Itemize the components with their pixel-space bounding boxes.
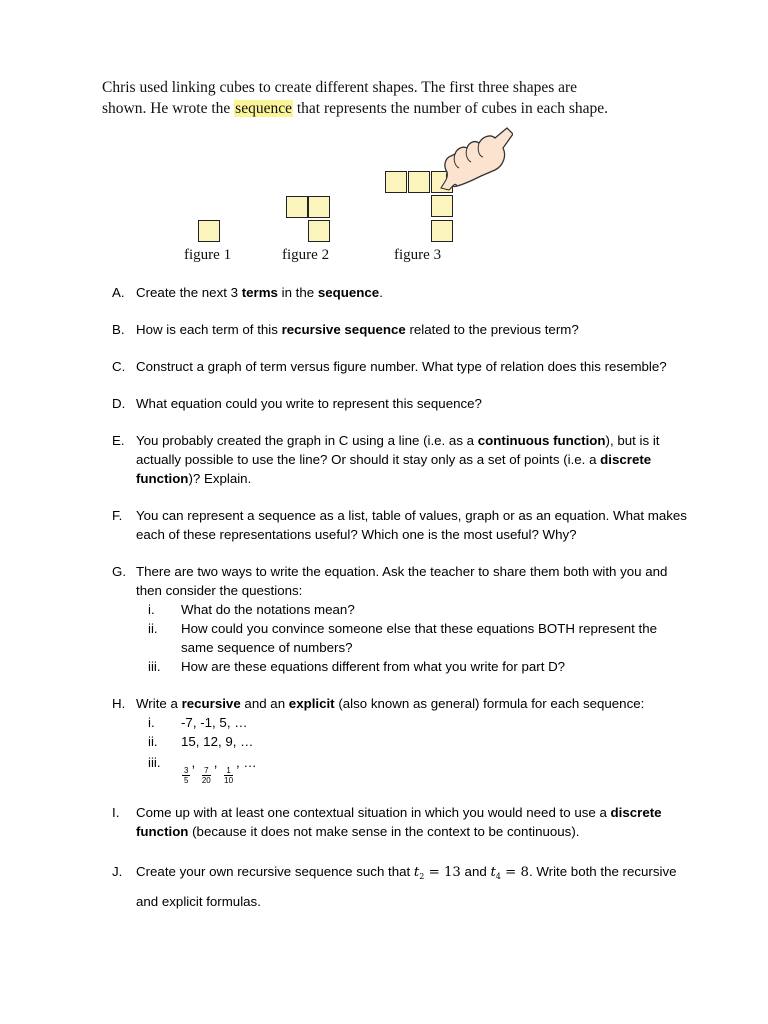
question-marker: F.	[112, 508, 123, 523]
question-text: Create the next 3	[136, 285, 242, 300]
bold-term: discrete function	[136, 452, 652, 486]
question-f	[112, 506, 692, 544]
question-h	[112, 694, 692, 785]
question-text: What equation could you write to represent this sequence?	[136, 396, 482, 411]
question-text: . Write both the recursive and explicit formulas.	[136, 864, 677, 909]
question-g	[112, 562, 692, 676]
cube	[408, 171, 430, 193]
math-variable: t	[490, 865, 496, 880]
sub-marker: i.	[148, 602, 155, 617]
question-marker: B.	[112, 322, 125, 337]
question-text: Write a	[136, 696, 182, 711]
question-text: and	[460, 864, 491, 879]
sub-question-list	[136, 713, 692, 785]
figure-1-label: figure 1	[184, 247, 232, 263]
question-marker: G.	[112, 564, 127, 579]
question-marker: D.	[112, 396, 126, 411]
fraction-numerator: 7	[204, 766, 209, 775]
sub-question	[136, 619, 692, 657]
intro-text-2: that represents the number of cubes in each shape.	[292, 100, 609, 117]
question-text: (because it does not make sense in the context to be continuous).	[188, 824, 580, 839]
sub-marker: iii.	[148, 755, 161, 770]
math-subscript: 4	[495, 872, 501, 881]
fraction-numerator: 1	[226, 766, 231, 775]
cube	[198, 220, 220, 242]
question-text: How is each term of this	[136, 322, 282, 337]
bold-term: continuous function	[477, 433, 606, 448]
math-value: = 13	[424, 865, 461, 880]
question-text: You can represent a sequence as a list, table of values, graph or as an equation. What makes each of these representations useful? Which one is the most useful? Why?	[136, 508, 687, 542]
cube	[431, 195, 453, 217]
cube	[308, 220, 330, 242]
question-b	[112, 320, 692, 339]
sub-question	[136, 600, 692, 619]
fraction	[200, 766, 213, 785]
question-text: .	[379, 285, 383, 300]
sequence-tail: , …	[236, 755, 257, 770]
question-c	[112, 357, 692, 376]
cube-figures	[175, 130, 475, 270]
cube	[286, 196, 308, 218]
math-subscript: 2	[419, 872, 425, 881]
fraction-denominator: 10	[224, 776, 234, 785]
fraction-denominator: 20	[201, 776, 211, 785]
bold-term: terms	[241, 285, 278, 300]
question-marker: A.	[112, 285, 125, 300]
question-marker: C.	[112, 359, 126, 374]
sub-marker: iii.	[148, 659, 161, 674]
question-text: in the	[277, 285, 318, 300]
question-text: related to the previous term?	[405, 322, 579, 337]
cube	[431, 220, 453, 242]
question-text: and an	[240, 696, 289, 711]
question-text: (also known as general) formula for each sequence:	[334, 696, 645, 711]
bold-term: explicit	[288, 696, 335, 711]
sequence-text: 15, 12, 9, …	[181, 734, 254, 749]
bold-term: sequence	[317, 285, 380, 300]
hand-illustration	[437, 126, 513, 198]
question-text: Come up with at least one contextual situation in which you would need to use a	[136, 805, 611, 820]
question-text: ), but is it actually possible to use the line? Or should it stay only as a set of points (i.e. a	[136, 433, 660, 467]
question-text: Create your own recursive sequence such that	[136, 864, 414, 879]
question-marker: J.	[112, 864, 123, 879]
question-e	[112, 431, 692, 488]
math-expression	[490, 865, 529, 880]
sub-marker: i.	[148, 715, 155, 730]
sub-question: iii. $\frac{3}{5}$ , $\frac{7}{20}$ , $\frac{1}{10}$ , …	[148, 755, 257, 785]
cube	[308, 196, 330, 218]
math-expression	[414, 865, 461, 880]
cube	[385, 171, 407, 193]
math-variable: t	[413, 865, 420, 880]
question-j	[112, 859, 692, 914]
question-text: You probably created the graph in C using a line (i.e. as a	[136, 433, 478, 448]
question-text: )? Explain.	[188, 471, 252, 486]
sub-question-text: What do the notations mean?	[181, 602, 355, 617]
figure-2-label: figure 2	[282, 247, 330, 263]
intro-paragraph	[102, 77, 622, 119]
fraction-numerator: 3	[184, 766, 189, 775]
sub-marker: ii.	[148, 621, 158, 636]
fraction	[182, 766, 190, 785]
fraction-denominator: 5	[184, 776, 189, 785]
math-value: = 8	[500, 865, 529, 880]
bold-term: recursive	[181, 696, 241, 711]
question-text: There are two ways to write the equation. Ask the teacher to share them both with you and then consider the questions:	[136, 564, 668, 598]
question-i	[112, 803, 692, 841]
question-marker: E.	[112, 433, 125, 448]
question-marker: H.	[112, 696, 126, 711]
sub-question	[136, 713, 692, 732]
sub-question-text: How could you convince someone else that these equations BOTH represent the same sequence of numbers?	[181, 621, 658, 655]
question-a	[112, 283, 692, 302]
question-d	[112, 394, 692, 413]
sub-question	[136, 732, 692, 751]
fraction	[222, 766, 235, 785]
sub-question	[136, 657, 692, 676]
highlighted-word: sequence	[235, 100, 292, 117]
sequence-text: -7, -1, 5, …	[181, 715, 248, 730]
sub-marker: ii.	[148, 734, 158, 749]
figure-3-label: figure 3	[394, 247, 442, 263]
bold-term: recursive sequence	[281, 322, 406, 337]
sub-question-text: How are these equations different from what you write for part D?	[181, 659, 566, 674]
question-list	[112, 283, 692, 932]
intro-text-1: Chris used linking cubes to create different shapes. The first three shapes are shown. He wrote the	[102, 79, 578, 117]
question-text: Construct a graph of term versus figure number. What type of relation does this resemble?	[136, 359, 667, 374]
question-marker: I.	[112, 805, 120, 820]
bold-term: discrete function	[136, 805, 662, 839]
sub-question-list	[136, 600, 692, 676]
